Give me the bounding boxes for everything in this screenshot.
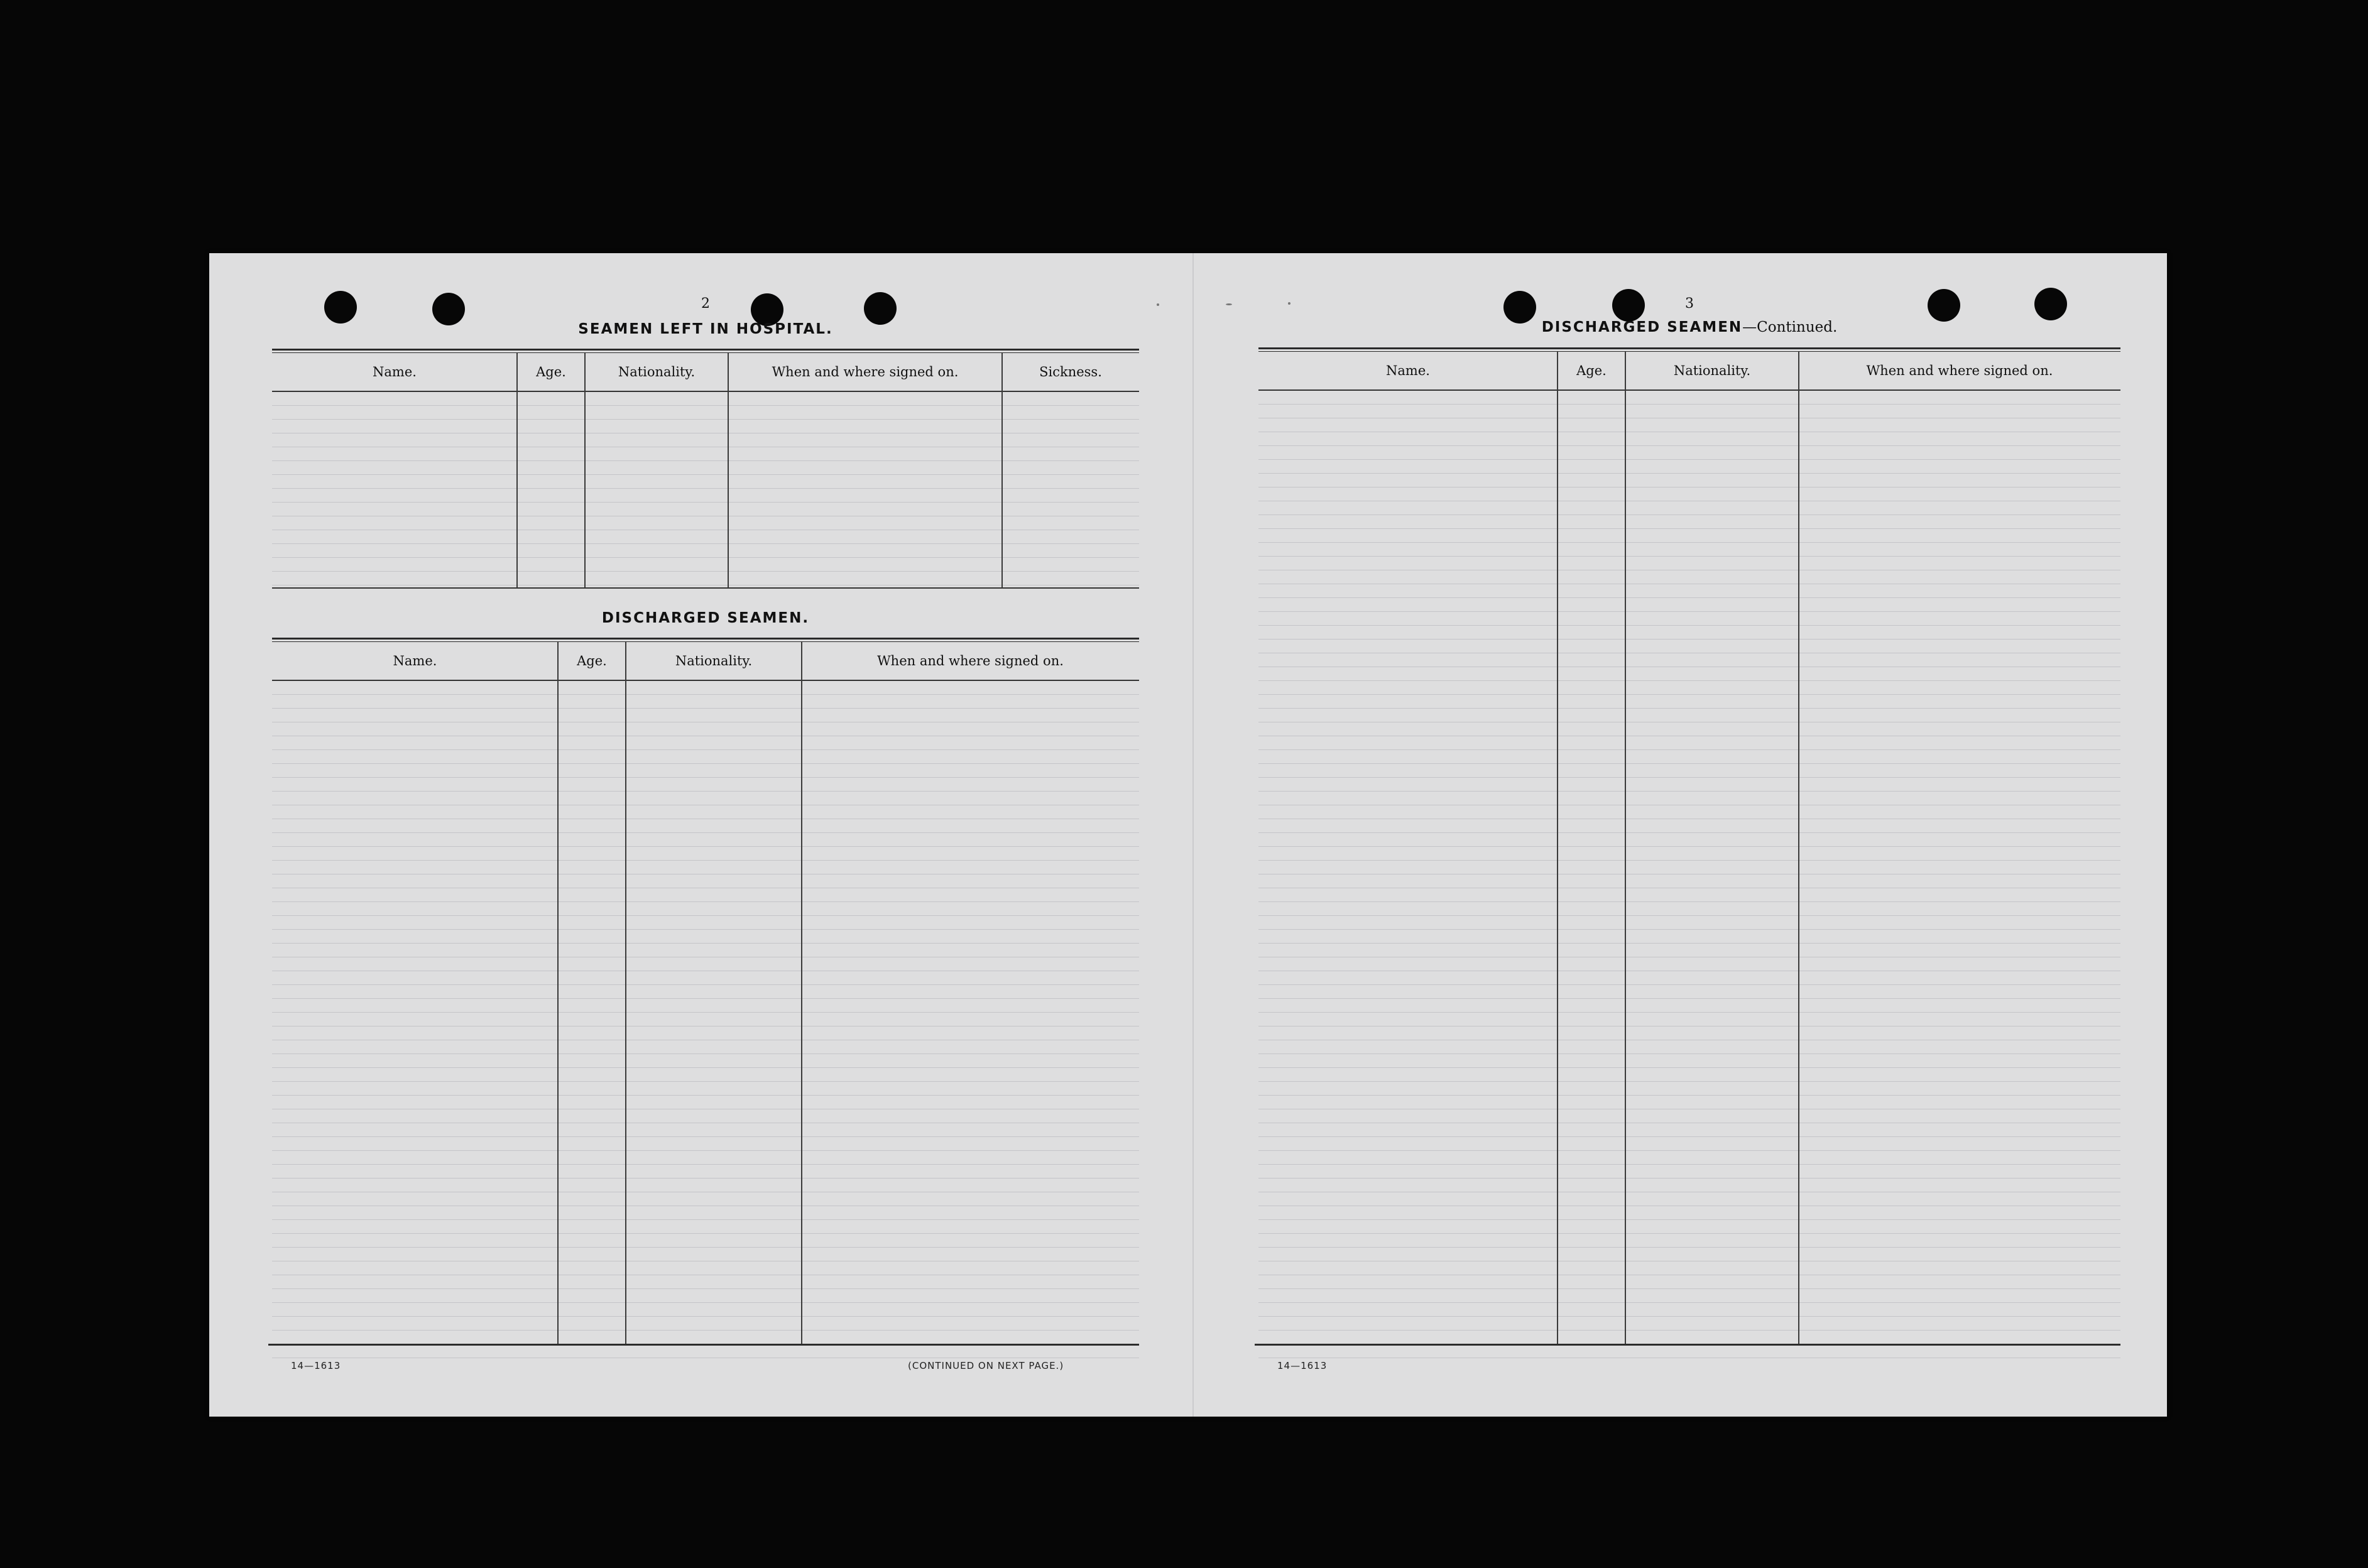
- table-rule: [272, 349, 1139, 353]
- hospital-section-title: SEAMEN LEFT IN HOSPITAL.: [578, 321, 833, 337]
- column-divider: [1557, 352, 1558, 1344]
- column-header-age: Age.: [577, 653, 607, 668]
- column-divider: [801, 642, 802, 1346]
- ink-speck: [1157, 303, 1159, 306]
- column-header-signed-on: When and where signed on.: [877, 653, 1064, 668]
- column-header-age: Age.: [1576, 363, 1607, 378]
- column-header-name: Name.: [393, 653, 437, 668]
- continued-section-title: [1258, 319, 2120, 335]
- form-number: 14—1613: [1277, 1360, 1328, 1371]
- form-number: 14—1613: [291, 1360, 341, 1371]
- left-page: [272, 253, 1139, 1417]
- column-divider: [584, 353, 586, 588]
- table-rule: [1255, 1344, 2120, 1346]
- hospital-table: [272, 349, 1139, 592]
- table-rule: [272, 587, 1139, 589]
- page-number: 2: [701, 296, 710, 312]
- page-number: 3: [1685, 296, 1694, 312]
- title-suffix: —Continued.: [1742, 319, 1838, 335]
- discharged-section-title: DISCHARGED SEAMEN.: [601, 610, 810, 626]
- column-header-signed-on: When and where signed on.: [1866, 363, 2053, 378]
- right-page: [1258, 253, 2120, 1417]
- discharged-continued-table: [1258, 347, 2120, 1417]
- hospital-header-row: [272, 353, 1139, 392]
- column-header-nationality: Nationality.: [1673, 363, 1751, 378]
- title-main: DISCHARGED SEAMEN: [1541, 319, 1743, 335]
- ink-speck: [1226, 303, 1232, 305]
- ledger-sheet: [209, 253, 2167, 1417]
- column-header-signed-on: When and where signed on.: [772, 364, 959, 379]
- continued-header-row: [1258, 352, 2120, 391]
- discharged-header-row: [272, 642, 1139, 681]
- column-header-nationality: Nationality.: [618, 364, 696, 379]
- page-fold: [1192, 253, 1194, 1417]
- column-divider: [1625, 352, 1626, 1344]
- column-divider: [1001, 353, 1003, 588]
- table-rule: [1258, 347, 2120, 352]
- column-divider: [625, 642, 626, 1346]
- continued-note: (CONTINUED ON NEXT PAGE.): [908, 1360, 1064, 1371]
- column-divider: [516, 353, 518, 588]
- column-header-age: Age.: [536, 364, 566, 379]
- column-divider: [557, 642, 559, 1346]
- column-header-nationality: Nationality.: [675, 653, 753, 668]
- ruled-lines: [272, 392, 1139, 585]
- ruled-lines: [1258, 391, 2120, 1358]
- table-rule: [268, 1344, 1139, 1346]
- column-header-sickness: Sickness.: [1039, 364, 1102, 379]
- column-header-name: Name.: [1386, 363, 1430, 378]
- column-divider: [1798, 352, 1799, 1344]
- discharged-table: [272, 638, 1139, 1417]
- column-divider: [728, 353, 729, 588]
- column-header-name: Name.: [373, 364, 417, 379]
- ruled-lines: [272, 681, 1139, 1359]
- table-rule: [272, 638, 1139, 642]
